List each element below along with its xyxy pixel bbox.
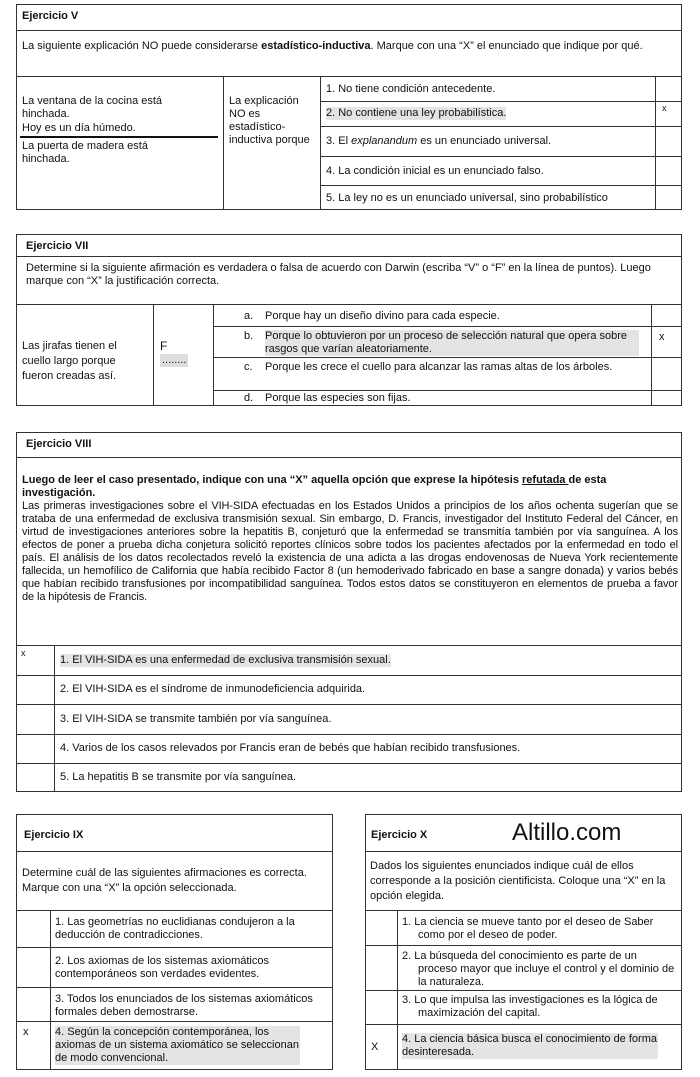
- option-c[interactable]: Porque les crece el cuello para alcanzar las ramas altas de los árboles.: [265, 361, 613, 373]
- ejercicio-10-title: Ejercicio X: [371, 829, 428, 841]
- divider: [16, 457, 682, 458]
- option-5[interactable]: 5. La hepatitis B se transmite por vía sanguínea.: [60, 771, 297, 783]
- ejercicio-9-instructions: Determine cuál de las siguientes afirmaciones es correcta. Marque con una “X” la opción seleccionada.: [22, 867, 307, 894]
- middle-statement: La explicación NO es estadístico-inductiva porque: [229, 95, 310, 146]
- row-line: [365, 1024, 682, 1025]
- row-line: [16, 763, 682, 764]
- option-3[interactable]: 3. El VIH-SIDA se transmite también por vía sanguínea.: [60, 713, 332, 725]
- row-line: [213, 326, 682, 327]
- option-4-mark[interactable]: x: [23, 1026, 29, 1038]
- divider: [16, 30, 682, 31]
- option-4[interactable]: 4. La ciencia básica busca el conocimiento de forma desinteresada.: [402, 1033, 657, 1058]
- row-line: [16, 734, 682, 735]
- question-text-end: de esta investigación.: [22, 474, 607, 499]
- conclusion: La puerta de madera está hinchada.: [22, 140, 148, 165]
- option-4[interactable]: 4. La condición inicial es un enunciado falso.: [326, 165, 544, 177]
- option-2-mark[interactable]: x: [662, 103, 667, 113]
- divider: [365, 910, 682, 911]
- ejercicio-9-title: Ejercicio IX: [24, 829, 84, 841]
- option-1[interactable]: 1. Las geometrías no euclidianas condujeron a la deducción de contradicciones.: [55, 916, 295, 941]
- claim: Las jirafas tienen el cuello largo porque fueron creadas así.: [22, 340, 117, 382]
- row-line: [365, 945, 682, 946]
- watermark: Altillo.com: [512, 819, 622, 846]
- column-line: [153, 304, 154, 406]
- ejercicio-8-question: [22, 474, 678, 500]
- option-4[interactable]: 4. Varios de los casos relevados por Francis eran de bebés que habían recibido transfusiones.: [60, 742, 521, 754]
- ejercicio-5-instructions: [22, 40, 674, 53]
- option-5[interactable]: 5. La ley no es un enunciado universal, sino probabilístico: [326, 192, 608, 204]
- question-underlined: refutada: [522, 474, 569, 486]
- row-line: [365, 990, 682, 991]
- option-b-letter: b.: [244, 330, 254, 342]
- divider: [16, 76, 682, 77]
- option-1[interactable]: 1. El VIH-SIDA es una enfermedad de exclusiva transmisión sexual.: [60, 654, 391, 666]
- premise-2: Hoy es un día húmedo.: [22, 122, 136, 134]
- ejercicio-10-box: [365, 814, 682, 1070]
- answer-dots: ........: [162, 354, 187, 366]
- column-line: [50, 910, 51, 1070]
- ejercicio-8-title: Ejercicio VIII: [26, 438, 92, 450]
- instr-text: La siguiente explicación NO puede considerarse: [22, 40, 262, 52]
- question-text: Luego de leer el caso presentado, indique con una “X” aquella opción que exprese la hipótesis: [22, 474, 523, 486]
- option-3-text-end: es un enunciado universal.: [417, 135, 552, 147]
- divider: [16, 851, 333, 852]
- option-3[interactable]: [326, 135, 551, 148]
- option-d-letter: d.: [244, 392, 254, 404]
- ejercicio-10-instructions: Dados los siguientes enunciados indique cuál de ellos corresponde a la posición cientificista. Coloque una “X” en la opción elegida.: [370, 860, 666, 902]
- row-line: [320, 185, 682, 186]
- column-line: [320, 76, 321, 210]
- divider: [16, 304, 682, 305]
- row-line: [16, 987, 333, 988]
- option-2[interactable]: 2. La búsqueda del conocimiento es parte de un proceso mayor que incluye el control y el dominio de la naturaleza.: [402, 950, 675, 988]
- option-3[interactable]: 3. Lo que impulsa las investigaciones es la lógica de maximización del capital.: [402, 994, 658, 1019]
- inference-line: [20, 136, 218, 138]
- row-line: [16, 1021, 333, 1022]
- option-b[interactable]: Porque lo obtuvieron por un proceso de selección natural que opera sobre rasgos que varían aleatoriamente.: [265, 330, 639, 356]
- option-4[interactable]: 4. Según la concepción contemporánea, los axiomas de un sistema axiomático se seleccionan de modo convencional.: [55, 1026, 299, 1064]
- ejercicio-5-title: Ejercicio V: [22, 10, 79, 22]
- divider: [16, 256, 682, 257]
- ejercicio-7-instructions: Determine si la siguiente afirmación es verdadera o falsa de acuerdo con Darwin (escriba “V” o “F” en la línea de puntos). Luego marque con “X” la justificación correcta.: [26, 262, 651, 287]
- option-2[interactable]: 2. Los axiomas de los sistemas axiomáticos contemporáneos son verdades evidentes.: [55, 955, 269, 980]
- column-line: [223, 76, 224, 210]
- case-text: Las primeras investigaciones sobre el VIH-SIDA efectuadas en los Estados Unidos a principios de los años ochenta sugerían que se trataba de una enfermedad de exclusiva transmisión sexual. Sin embargo, D. Francis, investigador del Instituto Federal del Cáncer, en virtud de investigaciones anteriores sobre la hepatitis B, conjeturó que la enfermedad se transmitía también por vía sanguínea. A los efectos de poner a prueba dicha conjetura solicitó reportes clínicos sobre todos los pacientes afectados por la enfermedad en todo el país. El análisis de los datos recolectados reveló la existencia de una adicta a las drogas endovenosas de Nueva York recientemente fallecida, un hemofílico de California que había recibido Factor 8 (un hemoderivado fabricado en base a sangre donada) y varios bebés que habían recibido transfusiones por incompatibilidad sanguínea. Todos estos datos se constituyeron en elementos de prueba a favor de la hipótesis de Francis.: [22, 500, 678, 603]
- option-c-letter: c.: [244, 361, 253, 373]
- option-3[interactable]: 3. Todos los enunciados de los sistemas axiomáticos formales deben demostrarse.: [55, 993, 313, 1018]
- option-b-mark[interactable]: x: [659, 331, 665, 343]
- option-1-mark[interactable]: x: [21, 648, 26, 658]
- row-line: [16, 947, 333, 948]
- option-1[interactable]: 1. La ciencia se mueve tanto por el deseo de Saber como por el deseo de poder.: [402, 916, 654, 941]
- row-line: [320, 126, 682, 127]
- option-2[interactable]: 2. El VIH-SIDA es el síndrome de inmunodeficiencia adquirida.: [60, 683, 366, 695]
- row-line: [16, 704, 682, 705]
- row-line: [16, 675, 682, 676]
- row-line: [213, 357, 682, 358]
- option-1[interactable]: 1. No tiene condición antecedente.: [326, 83, 496, 95]
- divider: [16, 645, 682, 646]
- divider: [16, 910, 333, 911]
- option-a[interactable]: Porque hay un diseño divino para cada especie.: [265, 310, 500, 322]
- row-line: [320, 156, 682, 157]
- option-3-text: 3. El: [326, 135, 352, 147]
- column-line: [54, 645, 55, 792]
- divider: [365, 851, 682, 852]
- row-line: [320, 101, 682, 102]
- answer-value[interactable]: F: [160, 339, 168, 353]
- option-a-letter: a.: [244, 310, 254, 322]
- instr-text-end: . Marque con una “X” el enunciado que indique por qué.: [370, 40, 643, 52]
- option-3-italic: explanandum: [351, 135, 418, 147]
- ejercicio-7-title: Ejercicio VII: [26, 240, 89, 252]
- row-line: [213, 390, 682, 391]
- option-4-mark[interactable]: X: [371, 1041, 379, 1053]
- option-2[interactable]: 2. No contiene una ley probabilística.: [326, 107, 507, 119]
- instr-bold: estadístico-inductiva: [261, 40, 371, 52]
- premise-1: La ventana de la cocina está hinchada.: [22, 95, 163, 120]
- option-d[interactable]: Porque las especies son fijas.: [265, 392, 411, 404]
- column-line: [655, 76, 656, 210]
